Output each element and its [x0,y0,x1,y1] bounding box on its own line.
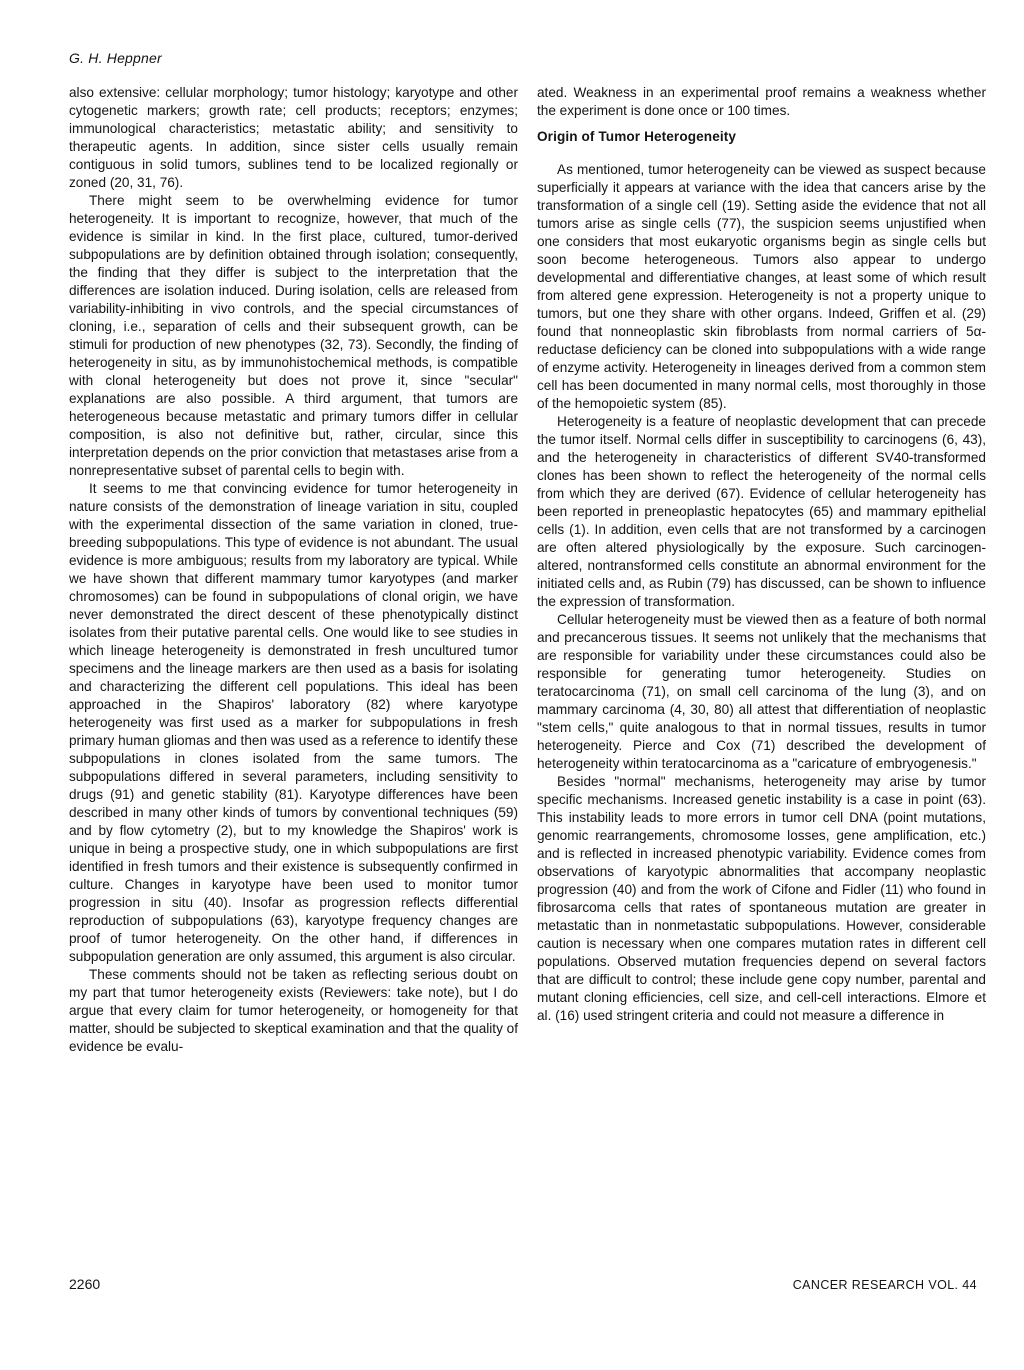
body-paragraph: It seems to me that convincing evidence for tumor heterogeneity in nature consists of the demonstration of lineage variation in situ, coupled with the experimental dissection of the same variation in cloned, true-breeding subpopulations. This type of evidence is not abundant. The usual evidence is more ambiguous; results from my laboratory are typical. While we have shown that different mammary tumor karyotypes (and marker chromosomes) can be found in subpopulations of clonal origin, we have never demonstrated the direct descent of these phenotypically distinct isolates from their putative parental cells. One would like to see studies in which lineage heterogeneity is demonstrated in fresh uncultured tumor specimens and the lineage markers are then used as a basis for isolating and characterizing the different cell populations. This ideal has been approached in the Shapiros' laboratory (82) where karyotype heterogeneity was first used as a marker for subpopulations in fresh primary human gliomas and then was used as a reference to identify these subpopulations in clones isolated from the same tumors. The subpopulations differed in several parameters, including sensitivity to drugs (91) and genetic stability (81). Karyotype differences have been described in many other kinds of tumors by conventional techniques (59) and by flow cytometry (2), but to my knowledge the Shapiros' work is unique in being a prospective study, one in which subpopulations are first identified in fresh tumors and their existence is subsequently confirmed in culture. Changes in karyotype have been used to monitor tumor progression in situ (40). Insofar as progression reflects differential reproduction of subpopulations (63), karyotype frequency changes are proof of tumor heterogeneity. On the other hand, if differences in subpopulation generation are only assumed, this argument is also circular. [69,481,518,964]
body-paragraph: Cellular heterogeneity must be viewed then as a feature of both normal and precancerous tissues. It seems not unlikely that the mechanisms that are responsible for variability under these circumstances could also be responsible for generating tumor heterogeneity. Studies on teratocarcinoma (71), on small cell carcinoma of the lung (3), and on mammary carcinoma (4, 30, 80) all attest that differentiation of neoplastic "stem cells," quite analogous to that in normal tissues, results in tumor heterogeneity. Pierce and Cox (71) described the development of heterogeneity within teratocarcinoma as a "caricature of embryogenesis." [537,612,986,771]
left-text-column [69,84,518,1056]
body-paragraph: Heterogeneity is a feature of neoplastic development that can precede the tumor itself. Normal cells differ in susceptibility to carcinogens (6, 43), and the heterogeneity in characteristics of different SV40-transformed clones has been shown to reflect the heterogeneity of the normal cells from which they are derived (67). Evidence of cellular heterogeneity has been reported in preneoplastic hepatocytes (65) and mammary epithelial cells (1). In addition, even cells that are not transformed by a carcinogen are often altered physiologically by the exposure. Such carcinogen-altered, nontransformed cells constitute an abnormal environment for the initiated cells and, as Rubin (79) has discussed, can be shown to influence the expression of transformation. [537,414,986,609]
page-number: 2260 [69,1276,101,1292]
body-paragraph: There might seem to be overwhelming evidence for tumor heterogeneity. It is important to recognize, however, that much of the evidence is similar in kind. In the first place, cultured, tumor-derived subpopulations are by definition obtained through isolation; consequently, the finding that they differ is subject to the interpretation that the differences are isolation induced. During isolation, cells are released from variability-inhibiting in vivo controls, and the special circumstances of cloning, i.e., separation of cells and their subsequent growth, can be stimuli for production of new phenotypes (32, 73). Secondly, the finding of heterogeneity in situ, as by immunohistochemical methods, is compatible with clonal heterogeneity but does not prove it, since "secular" explanations are also possible. A third argument, that tumors are heterogeneous because metastatic and primary tumors differ in cellular composition, is also not definitive but, rather, circular, since this interpretation depends on the prior conviction that metastases arise from a nonrepresentative subset of parental cells to begin with. [69,193,518,478]
right-text-column [537,84,986,1025]
journal-footer: CANCER RESEARCH VOL. 44 [792,1278,977,1292]
body-paragraph: These comments should not be taken as reflecting serious doubt on my part that tumor heterogeneity exists (Reviewers: take note), but I do argue that every claim for tumor heterogeneity, or homogeneity for that matter, should be subjected to skeptical examination and that the quality of evidence be evalu- [69,967,518,1054]
body-paragraph: also extensive: cellular morphology; tumor histology; karyotype and other cytogenetic markers; growth rate; cell products; receptors; enzymes; immunological characteristics; metastatic ability; and sensitivity to therapeutic agents. In addition, since sister cells usually remain contiguous in solid tumors, sublines tend to be localized regionally or zoned (20, 31, 76). [69,85,518,190]
body-paragraph: Besides "normal" mechanisms, heterogeneity may arise by tumor specific mechanisms. Increased genetic instability is a case in point (63). This instability leads to more errors in tumor cell DNA (point mutations, genomic rearrangements, chromosome losses, gene amplification, etc.) and is reflected in increased phenotypic variability. Evidence comes from observations of karyotypic abnormalities that accompany neoplastic progression (40) and from the work of Cifone and Fidler (11) who found in fibrosarcoma cells that rates of spontaneous mutation are greater in metastatic than in nonmetastatic subpopulations. However, considerable caution is necessary when one compares mutation rates in different cell populations. Observed mutation frequencies depend on several factors that are difficult to control; these include gene copy number, parental and mutant cloning efficiencies, cell size, and cell-cell interactions. Elmore et al. (16) used stringent criteria and could not measure a difference in [537,774,986,1023]
running-head-author: G. H. Heppner [69,50,162,66]
body-paragraph: ated. Weakness in an experimental proof remains a weakness whether the experiment is done once or 100 times. [537,85,986,118]
section-heading: Origin of Tumor Heterogeneity [537,129,737,144]
body-paragraph: As mentioned, tumor heterogeneity can be viewed as suspect because superficially it appears at variance with the idea that cancers arise by the transformation of a single cell (19). Setting aside the evidence that not all tumors arise as single cells (77), the suspicion seems unjustified when one considers that most eukaryotic organisms begin as single cells but soon become heterogeneous. Tumors also appear to undergo developmental and differentiative changes, at least some of which result from altered gene expression. Heterogeneity is not a property unique to tumors, but one they share with other organs. Indeed, Griffen et al. (29) found that nonneoplastic skin fibroblasts from normal carriers of 5α-reductase deficiency can be cloned into subpopulations with a wide range of enzyme activity. Heterogeneity in lineages derived from a common stem cell has been documented in many normal cells, most thoroughly in those of the hemopoietic system (85). [537,162,986,411]
